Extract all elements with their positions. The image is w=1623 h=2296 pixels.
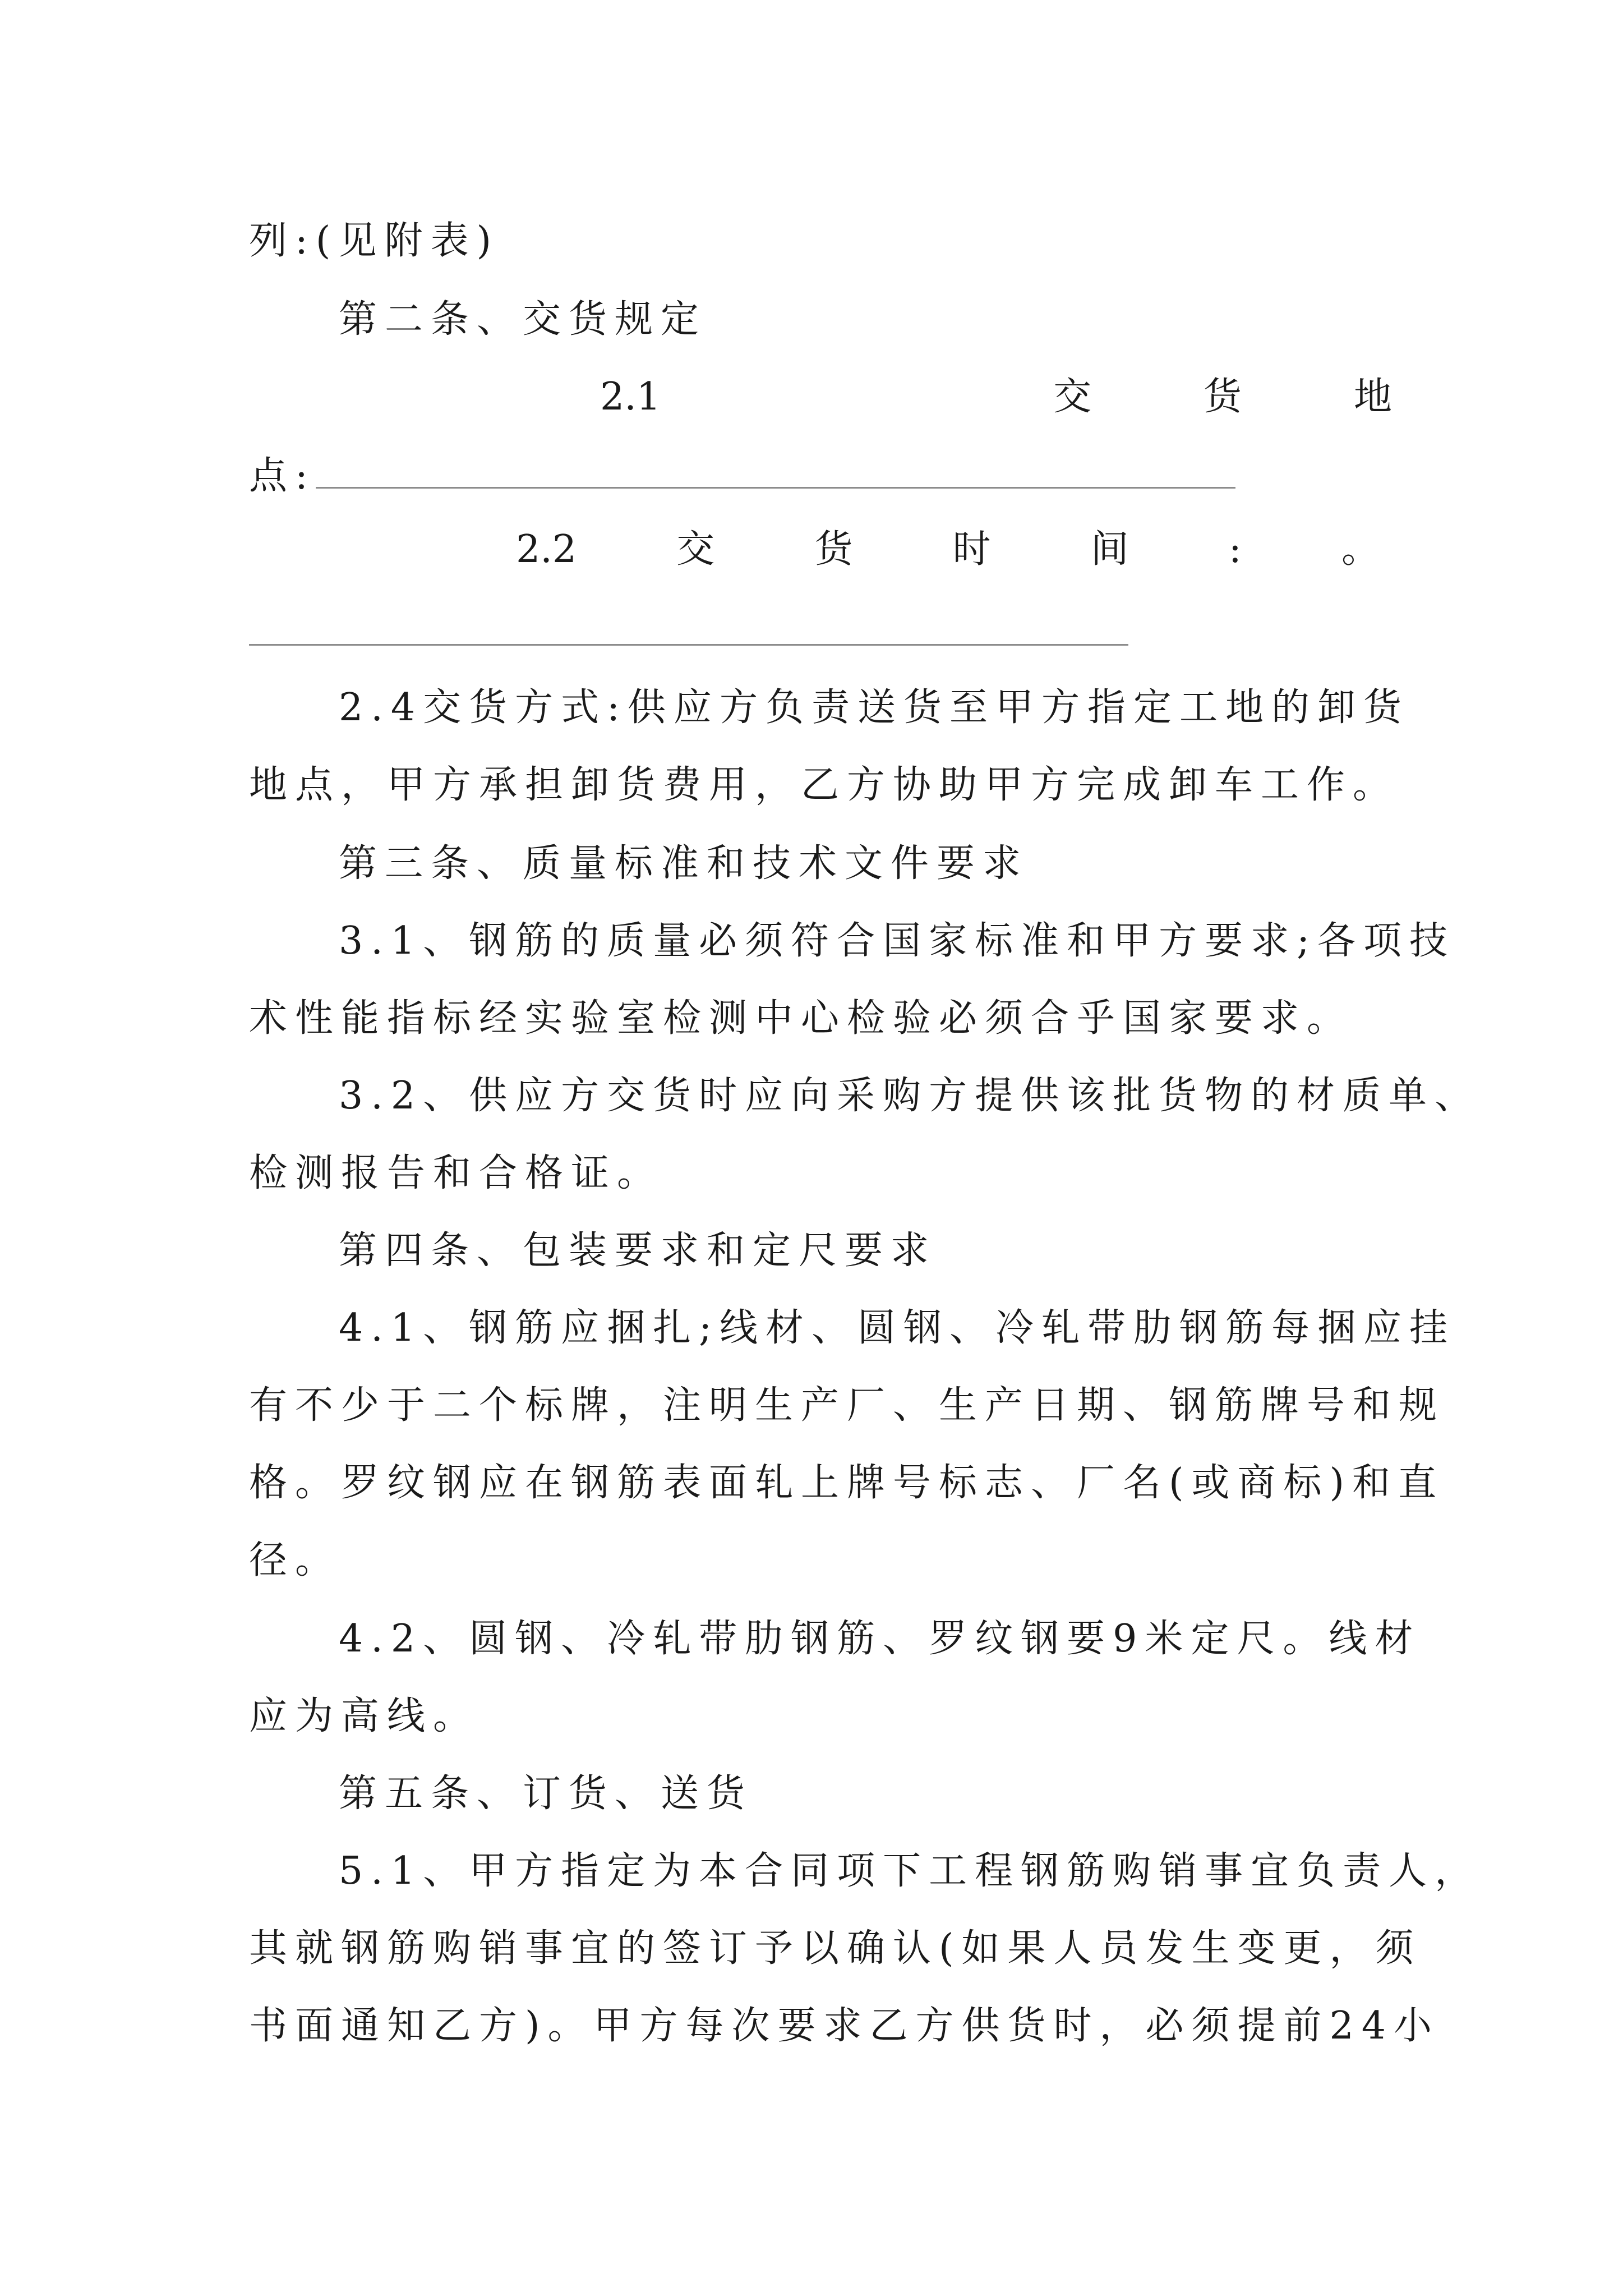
text-char: 货	[1204, 375, 1242, 419]
field-label: 点:	[249, 454, 316, 498]
clause-number: 2.1	[600, 375, 661, 419]
text-line: 径。	[249, 1538, 342, 1582]
text-char: 地	[1353, 375, 1392, 419]
text-line-spread	[516, 527, 1380, 572]
fill-in-blank	[316, 453, 1235, 489]
text-char: 交	[1053, 375, 1092, 419]
text-line	[249, 453, 1393, 499]
text-line: 3.2、供应方交货时应向采购方提供该批货物的材质单、	[339, 1074, 1481, 1118]
clause-number: 2.2	[516, 527, 577, 572]
text-char: 货	[814, 527, 853, 572]
text-line: 列:(见附表)	[249, 219, 499, 263]
text-line-spread	[600, 375, 1392, 420]
text-char: 间	[1090, 527, 1129, 572]
text-line: 地点，甲方承担卸货费用，乙方协助甲方完成卸车工作。	[249, 763, 1399, 807]
text-line: 有不少于二个标牌，注明生产厂、生产日期、钢筋牌号和规	[249, 1383, 1445, 1428]
text-line: 5.1、甲方指定为本合同项下工程钢筋购销事宜负责人，	[339, 1849, 1481, 1893]
section-heading: 第三条、质量标准和技术文件要求	[339, 841, 1029, 886]
text-line: 3.1、钢筋的质量必须符合国家标准和甲方要求;各项技	[339, 919, 1456, 963]
text-char: 交	[676, 527, 715, 572]
text-line: 格。罗纹钢应在钢筋表面轧上牌号标志、厂名(或商标)和直	[249, 1461, 1445, 1505]
text-char: :	[1228, 527, 1242, 572]
text-char: 。	[1341, 527, 1380, 572]
text-line: 4.1、钢筋应捆扎;线材、圆钢、冷轧带肋钢筋每捆应挂	[339, 1306, 1456, 1350]
text-line: 术性能指标经实验室检测中心检验必须合乎国家要求。	[249, 996, 1353, 1041]
section-heading: 第四条、包装要求和定尺要求	[339, 1228, 937, 1273]
text-line: 书面通知乙方)。甲方每次要求乙方供货时，必须提前24小	[249, 2004, 1440, 2048]
text-line: 4.2、圆钢、冷轧带肋钢筋、罗纹钢要9米定尺。线材	[339, 1617, 1421, 1661]
text-line: 2.4交货方式:供应方负责送货至甲方指定工地的卸货	[339, 685, 1410, 730]
section-heading: 第二条、交货规定	[339, 297, 707, 342]
text-line: 其就钢筋购销事宜的签订予以确认(如果人员发生变更，须	[249, 1926, 1422, 1971]
text-line: 检测报告和合格证。	[249, 1151, 663, 1195]
section-heading: 第五条、订货、送货	[339, 1772, 753, 1816]
text-char: 时	[952, 527, 991, 572]
fill-in-blank	[249, 644, 1128, 646]
text-line: 应为高线。	[249, 1694, 479, 1738]
